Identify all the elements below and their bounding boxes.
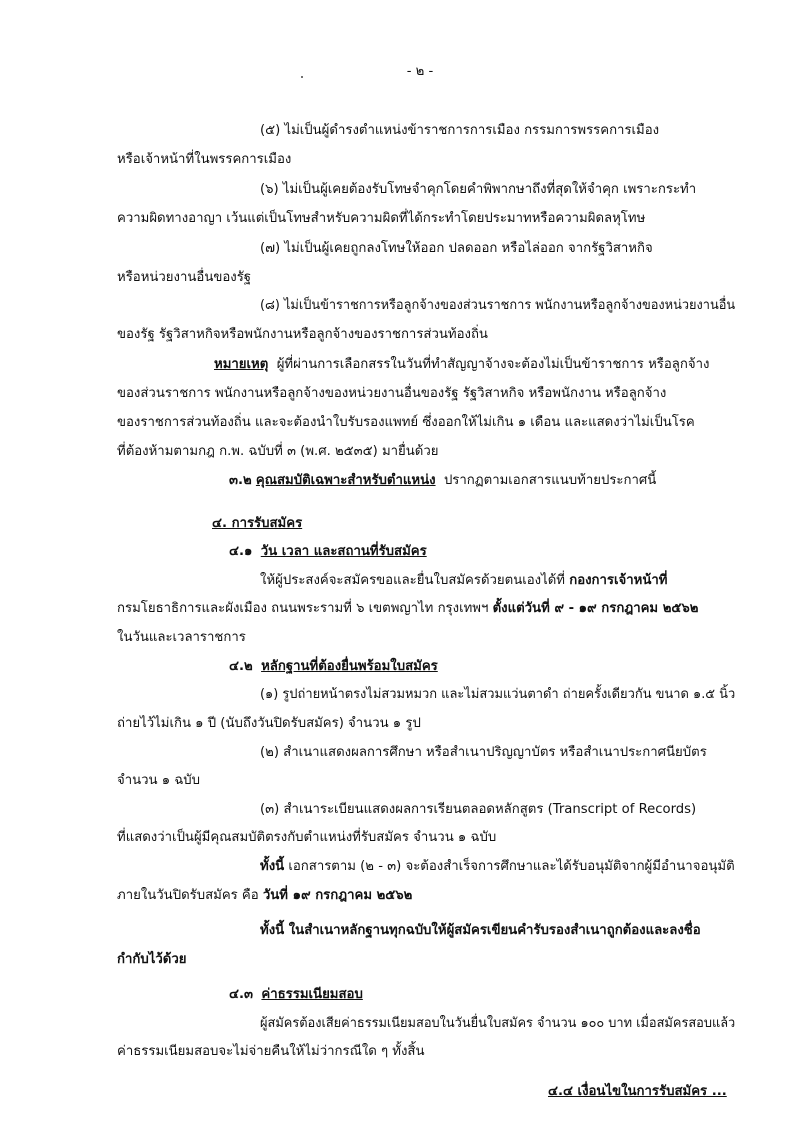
section-3-2-text: ปรากฏตามเอกสารแนบท้ายประกาศนี้ (443, 473, 657, 488)
section-4-1-address: กรมโยธาธิการและผังเมือง ถนนพระรามที่ ๖ เขตพญาไท กรุงเทพฯ (117, 601, 489, 616)
section-4-heading: ๔. การรับสมัคร (212, 516, 303, 531)
section-4-2 (229, 658, 438, 676)
doc-item-3-line2: ที่แสดงว่าเป็นผู้มีคุณสมบัติตรงกับตำแหน่งที่รับสมัคร จำนวน ๑ ฉบับ (117, 830, 497, 845)
fee-line1: ผู้สมัครต้องเสียค่าธรรมเนียมสอบในวันยื่นใบสมัคร จำนวน ๑๐๐ บาท เมื่อสมัครสอบแล้ว (260, 1016, 736, 1031)
section-3-2 (229, 472, 656, 490)
section-3-2-number: ๓.๒ (229, 473, 252, 488)
note-tangnee-2-line2: กำกับไว้ด้วย (117, 952, 187, 967)
doc-item-2-line2: จำนวน ๑ ฉบับ (117, 773, 201, 788)
doc-item-3-line1: (๓) สำเนาระเบียนแสดงผลการเรียนตลอดหลักสูตร (Transcript of Records) (260, 802, 697, 817)
qual-item-5-line2: หรือเจ้าหน้าที่ในพรรคการเมือง (117, 152, 292, 167)
section-4-1-line1 (260, 572, 667, 590)
note-line2: ของส่วนราชการ พนักงานหรือลูกจ้างของหน่วยงานอื่นของรัฐ รัฐวิสาหกิจ หรือพนักงาน หรือลูกจ้าง (117, 386, 667, 401)
note-line1 (214, 356, 709, 374)
deadline-date: วันที่ ๑๙ กรกฎาคม ๒๕๖๒ (262, 888, 413, 903)
qual-item-7-line1: (๗) ไม่เป็นผู้เคยถูกลงโทษให้ออก ปลดออก หรือไล่ออก จากรัฐวิสาหกิจ (260, 241, 653, 256)
section-4-3-title: ค่าธรรมเนียมสอบ (261, 987, 363, 1002)
qual-item-5-line1: (๕) ไม่เป็นผู้ดำรงตำแหน่งข้าราชการการเมือง กรรมการพรรคการเมือง (260, 123, 660, 138)
note-line3: ของราชการส่วนท้องถิ่น และจะต้องนำใบรับรองแพทย์ ซึ่งออกให้ไม่เกิน ๑ เดือน และแสดงว่าไม่เป็นโรค (117, 415, 695, 430)
qual-item-8-line1: (๘) ไม่เป็นข้าราชการหรือลูกจ้างของส่วนราชการ พนักงานหรือลูกจ้างของหน่วยงานอื่น (260, 298, 736, 313)
section-4-1-dates: ตั้งแต่วันที่ ๙ - ๑๙ กรกฎาคม ๒๕๖๒ (492, 601, 699, 616)
section-3-2-title: คุณสมบัติเฉพาะสำหรับตำแหน่ง (255, 473, 436, 488)
section-4-3 (229, 986, 363, 1004)
doc-item-1-line1: (๑) รูปถ่ายหน้าตรงไม่สวมหมวก และไม่สวมแว่นตาดำ ถ่ายครั้งเดียวกัน ขนาด ๑.๕ นิ้ว (260, 687, 736, 702)
tangnee-label: ทั้งนี้ (260, 859, 285, 874)
section-4-1-line2 (117, 600, 698, 618)
doc-item-1-line2: ถ่ายไว้ไม่เกิน ๑ ปี (นับถึงวันปิดรับสมัคร) จำนวน ๑ รูป (117, 716, 421, 731)
section-4-1-line1-text: ให้ผู้ประสงค์จะสมัครขอและยื่นใบสมัครด้วยตนเองได้ที่ (260, 573, 565, 588)
section-4-2-title: หลักฐานที่ต้องยื่นพร้อมใบสมัคร (261, 659, 438, 674)
tangnee-text: เอกสารตาม (๒ - ๓) จะต้องสำเร็จการศึกษาและได้รับอนุมัติจากผู้มีอำนาจอนุมัติ (288, 859, 735, 874)
scan-speck (301, 76, 303, 78)
note-line4: ที่ต้องห้ามตามกฎ ก.พ. ฉบับที่ ๓ (พ.ศ. ๒๕๓๕) มายื่นด้วย (117, 444, 439, 459)
section-4-1-office: กองการเจ้าหน้าที่ (569, 573, 668, 588)
note-tangnee-1-line2 (117, 887, 412, 905)
qual-item-7-line2: หรือหน่วยงานอื่นของรัฐ (117, 270, 252, 285)
section-4-2-number: ๔.๒ (229, 659, 253, 674)
qual-item-6-line1: (๖) ไม่เป็นผู้เคยต้องรับโทษจำคุกโดยคำพิพากษาถึงที่สุดให้จำคุก เพราะกระทำ (260, 182, 697, 197)
page-number: - ๒ - (406, 64, 434, 79)
qual-item-6-line2: ความผิดทางอาญา เว้นแต่เป็นโทษสำหรับความผิดที่ได้กระทำโดยประมาทหรือความผิดลหุโทษ (117, 211, 646, 226)
qual-item-8-line2: ของรัฐ รัฐวิสาหกิจหรือพนักงานหรือลูกจ้างของราชการส่วนท้องถิ่น (117, 327, 488, 342)
section-4-1-number: ๔.๑ (229, 544, 253, 559)
section-4-3-number: ๔.๓ (229, 987, 254, 1002)
section-4-1-title: วัน เวลา และสถานที่รับสมัคร (260, 544, 427, 559)
next-page-continuation: ๔.๔ เงื่อนไขในการรับสมัคร ... (548, 1084, 727, 1099)
section-4-1 (229, 543, 427, 561)
note-label: หมายเหตุ (214, 357, 269, 372)
doc-item-2-line1: (๒) สำเนาแสดงผลการศึกษา หรือสำเนาปริญญาบัตร หรือสำเนาประกาศนียบัตร (260, 745, 707, 760)
fee-line2: ค่าธรรมเนียมสอบจะไม่จ่ายคืนให้ไม่ว่ากรณีใด ๆ ทั้งสิ้น (117, 1044, 425, 1059)
note-tangnee-2-line1: ทั้งนี้ ในสำเนาหลักฐานทุกฉบับให้ผู้สมัครเขียนคำรับรองสำเนาถูกต้องและลงชื่อ (260, 923, 701, 938)
deadline-text: ภายในวันปิดรับสมัคร คือ (117, 888, 259, 903)
section-4-1-line3: ในวันและเวลาราชการ (117, 630, 246, 645)
note-tangnee-1-line1 (260, 858, 735, 876)
note-text-1: ผู้ที่ผ่านการเลือกสรรในวันที่ทำสัญญาจ้างจะต้องไม่เป็นข้าราชการ หรือลูกจ้าง (276, 357, 710, 372)
